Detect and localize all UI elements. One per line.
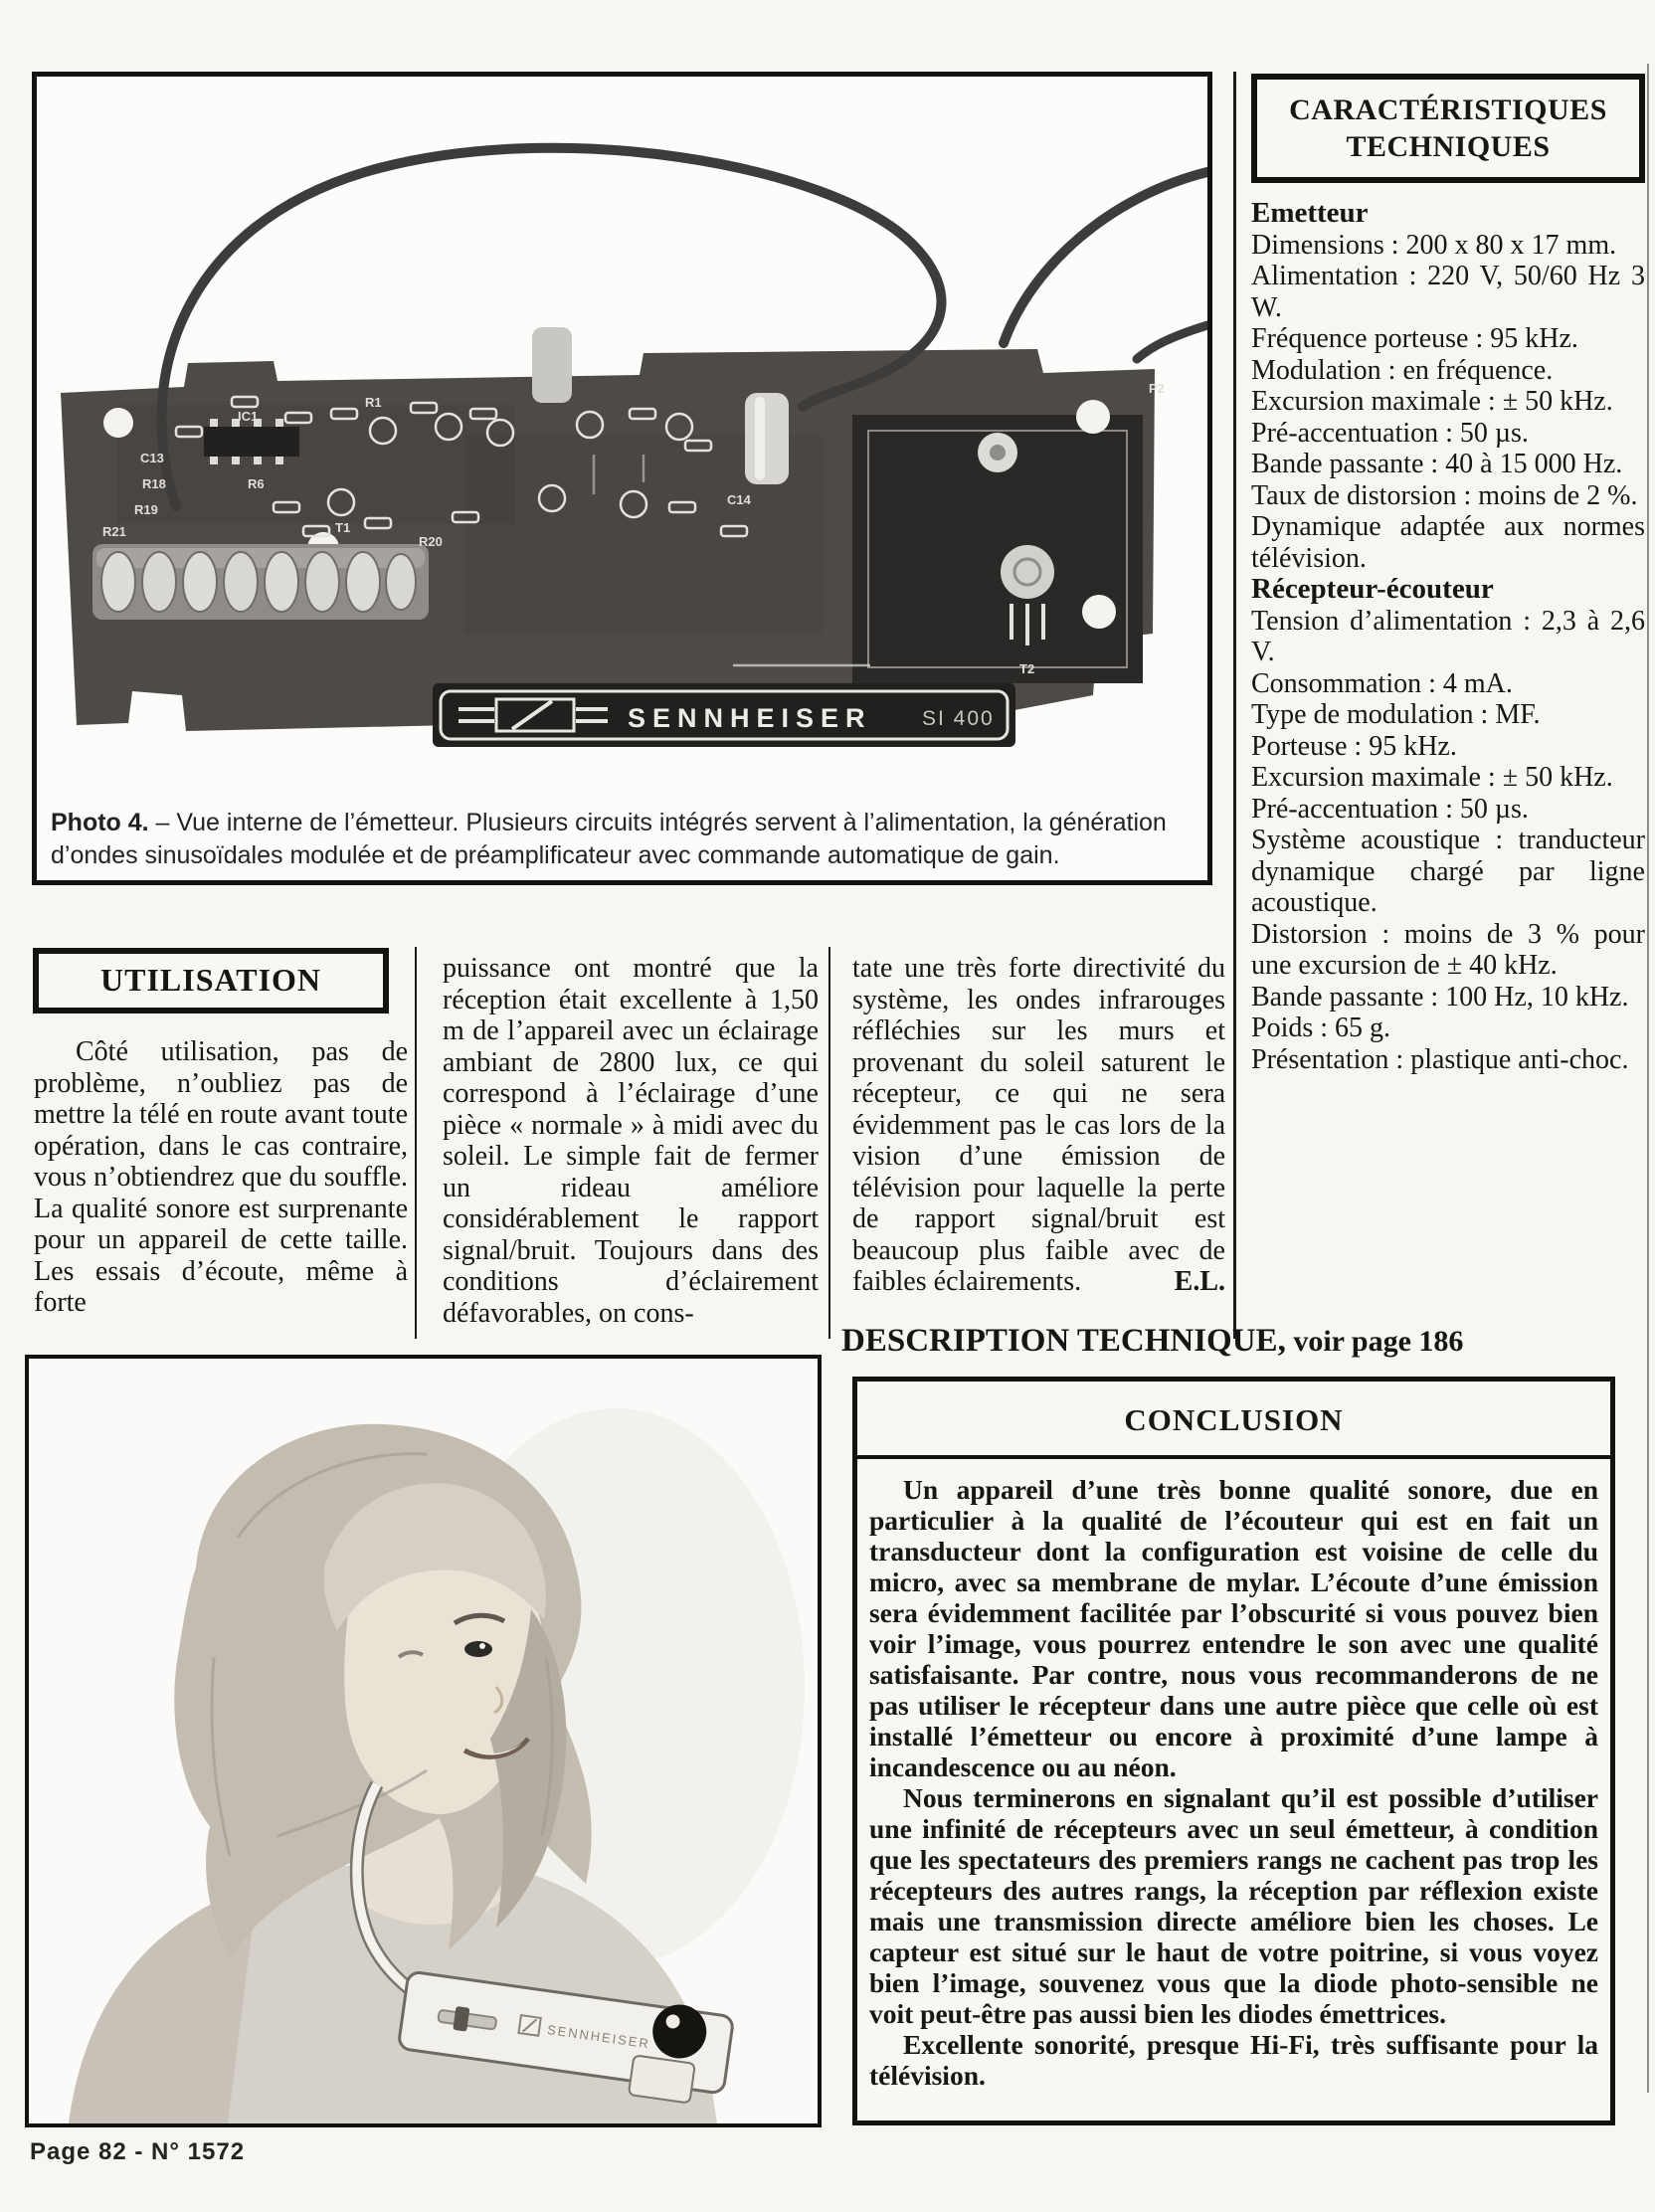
photo4-caption-label: Photo 4. (51, 809, 149, 836)
photo4-caption-text: – Vue interne de l’émetteur. Plusieurs circuits intégrés servent à l’alimentation, la génération d’ondes sinusoïdales modulée et de préamplificateur avec commande automatique de gain. (51, 809, 1167, 869)
specs-heading-recepteur: Récepteur-écouteur (1251, 573, 1494, 605)
conclusion-body (857, 1459, 1610, 2091)
eye (464, 1641, 492, 1657)
photo4-caption (51, 807, 1192, 872)
spec-item: Bande passante : 100 Hz, 10 kHz. (1251, 981, 1629, 1013)
utilisation-col3-text (852, 953, 1225, 1298)
svg-text:P2: P2 (1149, 381, 1165, 396)
spec-item: Système acoustique : tranducteur dynamique chargé par ligne acoustique. (1251, 825, 1645, 918)
specs-body (1251, 198, 1645, 1075)
receiver-brand-text: SENNHEISER (546, 2022, 651, 2052)
board-brand-text: SENNHEISER (628, 703, 872, 733)
divider-column-2 (828, 947, 830, 1339)
spec-item: Consommation : 4 mA. (1251, 667, 1513, 699)
spec-item: Poids : 65 g. (1251, 1013, 1391, 1043)
specs-title-box (1251, 74, 1645, 183)
spec-item: Modulation : en fréquence. (1251, 354, 1554, 386)
svg-text:C14: C14 (727, 492, 751, 507)
spec-item: Porteuse : 95 kHz. (1251, 730, 1457, 762)
portrait-photo-illustration (29, 1359, 818, 2123)
spec-item: Excursion maximale : ± 50 kHz. (1251, 386, 1613, 417)
utilisation-column-3 (852, 953, 1225, 1298)
utilisation-column-2 (443, 953, 819, 1329)
description-technique-page-ref: voir page 186 (1285, 1325, 1464, 1358)
conclusion-paragraph-2: Nous terminerons en signalant qu’il est possible d’utiliser une infinité de récepteurs avec un seul émetteur, à condition que les spectateurs des premiers rangs ne cachent pas trop les récepteurs des autres rangs, la réception par réflexion existe mais une transmission directe améliore bien les choses. Le capteur est situé sur le haut de votre poitrine, si vous voyez bien l’image, souvenez vous que la diode photo-sensible ne voit peut-être pas aussi bien les diodes émettrices. (869, 1782, 1598, 2029)
utilisation-col3-body: tate une très forte directivité du système, les ondes infrarouges réfléchies sur les murs et provenant du soleil saturent le récepteur, ce qui ne sera évidemment pas le cas lors de la vision d’une émission de télévision pour laquelle la perte de rapport signal/bruit est beaucoup plus faible avec de faibles éclairements. (852, 953, 1225, 1297)
svg-text:T2: T2 (1019, 661, 1035, 676)
spec-item: Alimentation : 220 V, 50/60 Hz 3 W. (1251, 261, 1645, 323)
spec-item: Dynamique adaptée aux normes télévision. (1251, 511, 1645, 574)
spec-item: Pré-accentuation : 50 µs. (1251, 417, 1529, 449)
specs-sidebar (1251, 74, 1645, 1075)
specs-title-line1: CARACTÉRISTIQUES (1289, 93, 1607, 126)
description-technique-label: DESCRIPTION TECHNIQUE, (841, 1323, 1286, 1359)
pcb-photo-illustration (37, 77, 1207, 785)
svg-text:R20: R20 (419, 534, 443, 549)
capacitor-strip (92, 544, 429, 620)
svg-text:R6: R6 (248, 476, 265, 491)
utilisation-column-1 (34, 1036, 408, 1319)
spec-item: Distorsion : moins de 3 % pour une excursion de ± 40 kHz. (1251, 918, 1645, 981)
spec-item: Taux de distorsion : moins de 2 %. (1251, 479, 1638, 511)
spec-item: Présentation : plastique anti-choc. (1251, 1043, 1629, 1075)
spec-item: Dimensions : 200 x 80 x 17 mm. (1251, 229, 1617, 261)
conclusion-title: CONCLUSION (1124, 1402, 1344, 1437)
photo4-frame (32, 72, 1212, 885)
pcb-ic (204, 427, 299, 457)
svg-text:R1: R1 (365, 395, 382, 410)
conclusion-paragraph-3: Excellente sonorité, presque Hi-Fi, très suffisante pour la télévision. (869, 2029, 1598, 2091)
page-footer: Page 82 - N° 1572 (30, 2138, 246, 2165)
svg-text:R18: R18 (142, 476, 166, 491)
svg-text:T1: T1 (335, 520, 351, 535)
svg-text:C13: C13 (140, 451, 164, 465)
svg-text:R19: R19 (134, 502, 158, 517)
spec-item: Fréquence porteuse : 95 kHz. (1251, 323, 1578, 354)
conclusion-paragraph-1: Un appareil d’une très bonne qualité sonore, due en particulier à la qualité de l’écouteur qui est en fait un transducteur dont la configuration est voisine de celle du micro, avec sa membrane de mylar. L’écoute d’une émission sera évidemment facilitée par l’obscurité si vous pouvez bien voir l’image, vous pourrez entendre le son avec une qualité satisfaisante. Par contre, nous vous recommanderons de ne pas utiliser le récepteur dans une autre pièce que celle où est installé l’émetteur ou encore à proximité d’une lampe à incandescence ou au néon. (869, 1474, 1598, 1782)
spec-item: Excursion maximale : ± 50 kHz. (1251, 762, 1613, 793)
specs-title-line2: TECHNIQUES (1346, 130, 1551, 163)
utilisation-col1-text: Côté utilisation, pas de problème, n’oubliez pas de mettre la télé en route avant toute opération, dans le cas contraire, vous n’obtiendrez que du souffle. La qualité sonore est surprenante pour un appareil de cette taille. Les essais d’écoute, même à forte (34, 1036, 408, 1318)
board-model-text: SI 400 (922, 707, 995, 730)
specs-heading-emetteur: Emetteur (1251, 197, 1369, 229)
spec-item: Pré-accentuation : 50 µs. (1251, 793, 1529, 825)
board-label (433, 683, 1015, 747)
spec-item: Type de modulation : MF. (1251, 699, 1541, 730)
svg-text:R21: R21 (102, 524, 126, 539)
description-technique-line (841, 1323, 1478, 1360)
pcb-capacitor (745, 393, 789, 484)
author-initials: E.L. (1174, 1266, 1225, 1297)
spec-item: Tension d’alimentation : 2,3 à 2,6 V. (1251, 605, 1645, 667)
utilisation-title-box (33, 948, 389, 1014)
conclusion-box (852, 1377, 1615, 2125)
spec-item: Bande passante : 40 à 15 000 Hz. (1251, 449, 1623, 479)
portrait-photo-frame (25, 1355, 822, 2127)
page-edge-rule (1647, 64, 1649, 2093)
utilisation-col2-text: puissance ont montré que la réception était excellente à 1,50 m de l’appareil avec un éclairage ambiant de 2800 lux, ce qui correspond à l’éclairage d’une pièce « normale » à midi avec du soleil. Le simple fait de fermer un rideau améliore considérablement le rapport signal/bruit. Toujours dans des conditions d’éclairement défavorables, on cons- (443, 953, 819, 1329)
divider-main-vertical (1233, 72, 1236, 1339)
utilisation-title: UTILISATION (99, 962, 322, 998)
divider-column-1 (415, 947, 417, 1339)
svg-text:IC1: IC1 (238, 409, 259, 424)
